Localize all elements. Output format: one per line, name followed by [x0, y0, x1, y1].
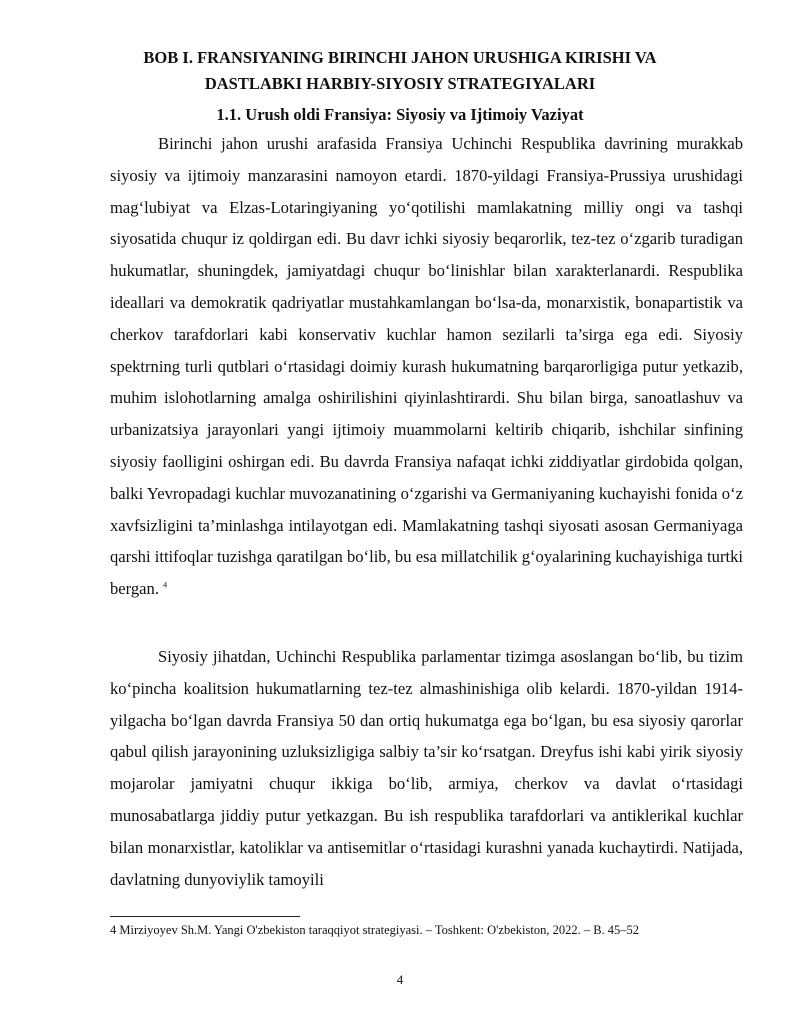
page-number: 4 [396, 972, 404, 987]
chapter-title-line2: DASTLABKI HARBIY-SIYOSIY STRATEGIYALARI [204, 74, 596, 93]
chapter-title-line1: BOB I. FRANSIYANING BIRINCHI JAHON URUSHIGA KIRISHI VA [143, 48, 657, 67]
footnote: 4 Mirziyoyev Sh.M. Yangi O'zbekiston taraqqiyot strategiyasi. – Toshkent: O'zbekiston, 2022. – B. 45–52 [110, 923, 640, 937]
footnote-separator [110, 916, 300, 917]
paragraph-1-text: Birinchi jahon urushi arafasida Fransiya Uchinchi Respublika davrining murakkab siyosiy va ijtimoiy manzarasini namoyon etardi. 1870-yildagi Fransiya-Prussiya urushidagi mag‘lubiyat va Elzas-Lotaringiyaning yo‘qotilishi mamlakatning milliy ongi va tashqi siyosatida chuqur iz qoldirgan edi. Bu davr ichki siyosiy beqarorlik, tez-tez o‘zgarib turadigan hukumatlar, shuningdek, jamiyatdagi chuqur bo‘linishlar bilan xarakterlanardi. Respublika ideallari va demokratik qadriyatlar mustahkamlangan bo‘lsa-da, monarxistik, bonapartistik va cherkov tarafdorlari kabi konservativ kuchlar hamon sezilarli ta’sirga ega edi. Siyosiy spektrning turli qutblari o‘rtasidagi doimiy kurash hukumatning barqarorligiga putur yetkazib, muhim islohotlarning amalga oshirilishini qiyinlashtirardi. Shu bilan birga, sanoatlashuv va urbanizatsiya jarayonlari yangi ijtimoiy muammolarni keltirib chiqarib, ishchilar sinfining siyosiy faolligini oshirgan edi. Bu davrda Fransiya nafaqat ichki ziddiyatlar girdobida qolgan, balki Yevropadagi kuchlar muvozanatining o‘zgarishi va Germaniyaning kuchayishi fonida o‘z xavfsizligini ta’minlashga intilayotgan edi. Mamlakatning tashqi siyosati asosan Germaniyaga qarshi ittifoqlar tuzishga qaratilgan bo‘lib, bu esa millatchilik g‘oyalarining kuchayishiga turtki bergan. [110, 134, 743, 599]
body-paragraph-1 [110, 128, 743, 605]
section-title: 1.1. Urush oldi Fransiya: Siyosiy va Ijtimoiy Vaziyat [216, 105, 584, 124]
body-paragraph-2: Siyosiy jihatdan, Uchinchi Respublika parlamentar tizimga asoslangan bo‘lib, bu tizim ko‘pincha koalitsion hukumatlarning tez-tez almashinishiga olib kelardi. 1870-yildan 1914-yilgacha bo‘lgan davrda Fransiya 50 dan ortiq hukumatga ega bo‘lgan, bu esa siyosiy qarorlar qabul qilish jarayonining uzluksizligiga salbiy ta’sir ko‘rsatgan. Dreyfus ishi kabi yirik siyosiy mojarolar jamiyatni chuqur ikkiga bo‘lib, armiya, cherkov va davlat o‘rtasidagi munosabatlarga jiddiy putur yetkazgan. Bu ish respublika tarafdorlari va antiklerikal kuchlar bilan monarxistlar, katoliklar va antisemitlar o‘rtasidagi kurashni yanada kuchaytirdi. Natijada, davlatning dunyoviylik tamoyili [110, 647, 743, 889]
footnote-reference[interactable]: 4 [163, 580, 168, 590]
chapter-title [110, 45, 690, 97]
